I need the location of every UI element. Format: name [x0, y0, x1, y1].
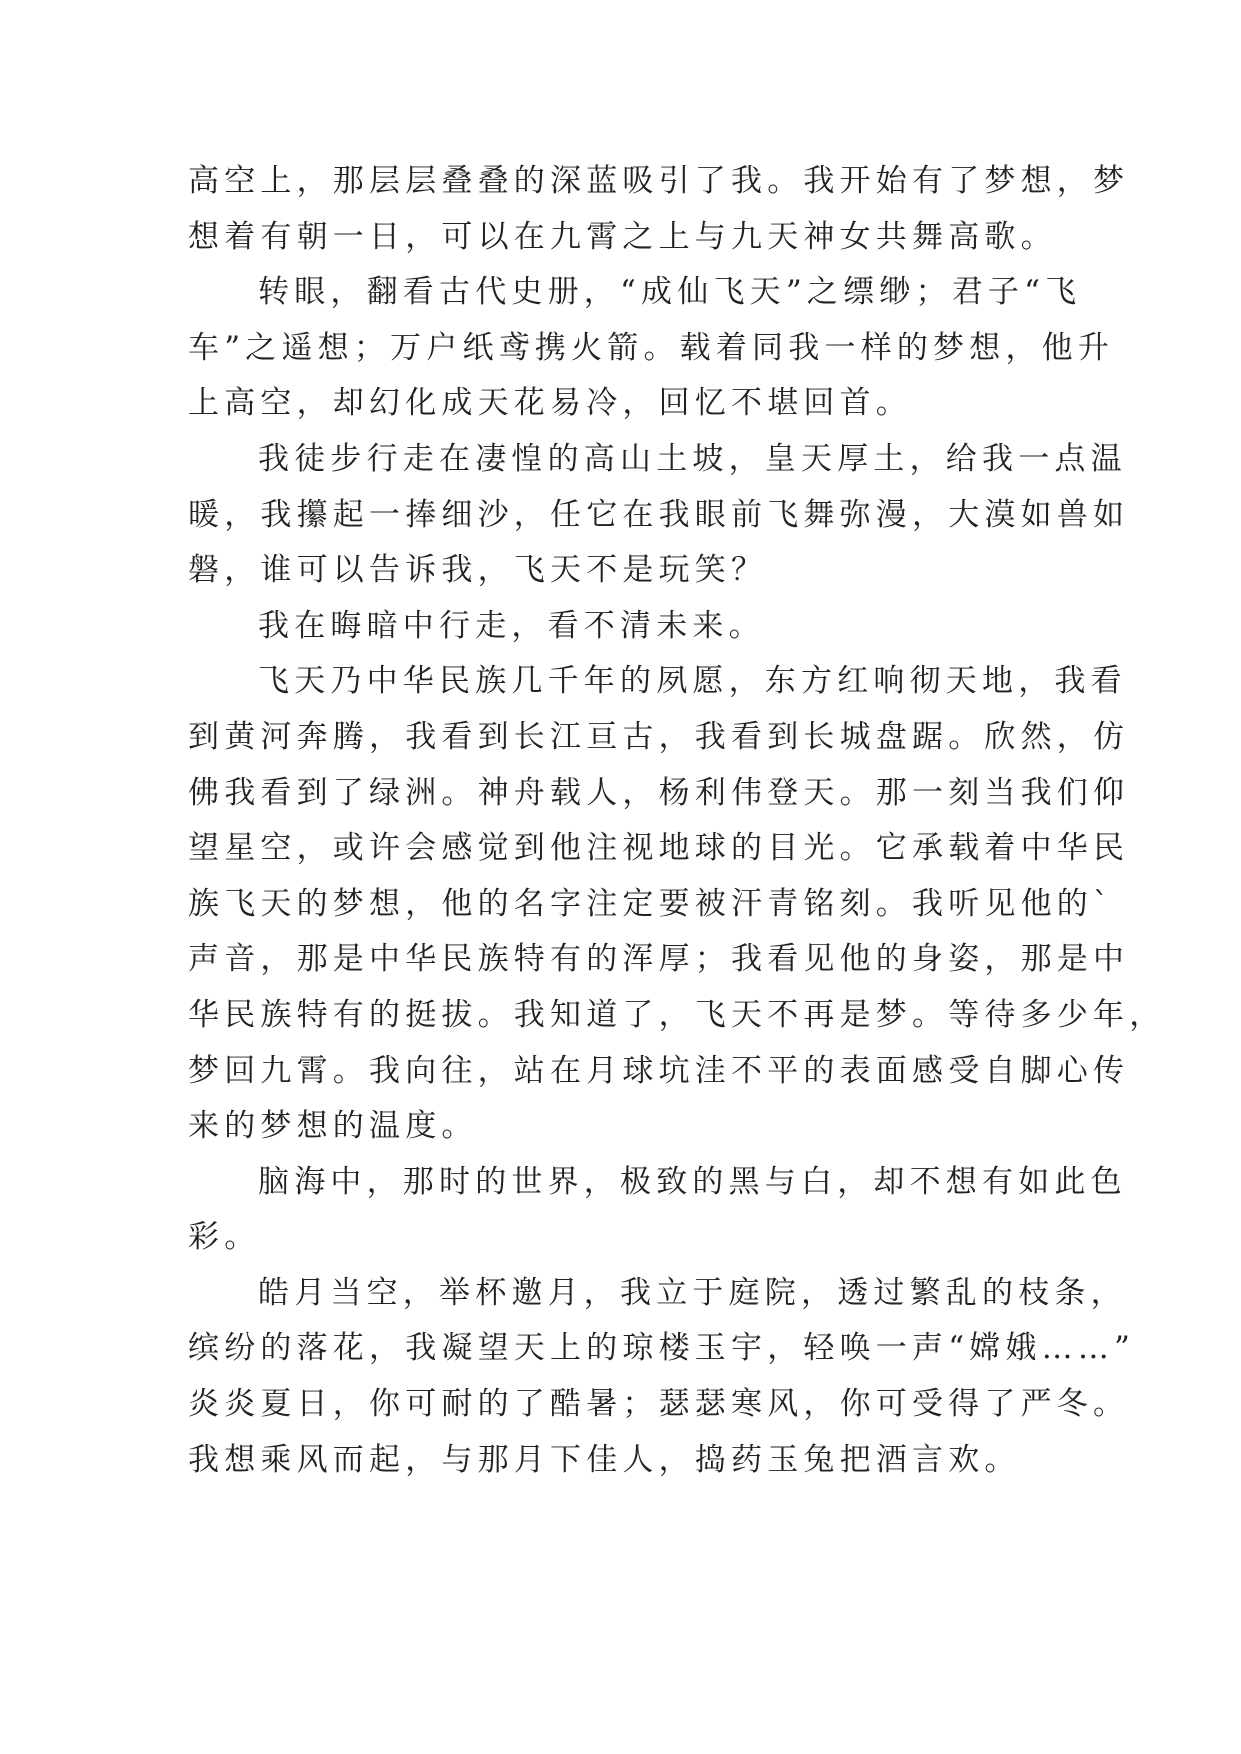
text-line: 缤纷的落花，我凝望天上的琼楼玉宇，轻唤一声“嫦娥……”: [188, 1330, 1136, 1367]
text-line: 来的梦想的温度。: [188, 1108, 478, 1145]
text-line: 皓月当空，举杯邀月，我立于庭院，透过繁乱的枝条，: [258, 1274, 1127, 1311]
text-line: 想着有朝一日，可以在九霄之上与九天神女共舞高歌。: [188, 218, 1057, 255]
text-line: 到黄河奔腾，我看到长江亘古，我看到长城盘踞。欣然，仿: [188, 718, 1130, 755]
text-line: 我在晦暗中行走，看不清未来。: [258, 607, 765, 644]
text-line: 暖，我攥起一捧细沙，任它在我眼前飞舞弥漫，大漠如兽如: [188, 496, 1130, 533]
text-line: 佛我看到了绿洲。神舟载人，杨利伟登天。那一刻当我们仰: [188, 774, 1130, 811]
text-line: 华民族特有的挺拔。我知道了，飞天不再是梦。等待多少年，: [188, 996, 1166, 1033]
text-line: 飞天乃中华民族几千年的夙愿，东方红响彻天地，我看: [258, 663, 1127, 700]
text-line: 我徒步行走在凄惶的高山土坡，皇天厚土，给我一点温: [258, 440, 1127, 477]
text-line: 转眼，翻看古代史册，“成仙飞天”之缥缈；君子“飞: [258, 274, 1082, 311]
text-line: 我想乘风而起，与那月下佳人，捣药玉兔把酒言欢。: [188, 1441, 1021, 1478]
text-line: 磐，谁可以告诉我，飞天不是玩笑？: [188, 552, 768, 589]
text-line: 望星空，或许会感觉到他注视地球的目光。它承载着中华民: [188, 830, 1130, 867]
text-line: 车”之遥想；万户纸鸢携火箭。载着同我一样的梦想，他升: [188, 329, 1115, 366]
text-line: 脑海中，那时的世界，极致的黑与白，却不想有如此色: [258, 1163, 1127, 1200]
essay-body: [188, 154, 1166, 1488]
text-line: 族飞天的梦想，他的名字注定要被汗青铭刻。我听见他的`: [188, 885, 1114, 922]
text-line: 上高空，却幻化成天花易冷，回忆不堪回首。: [188, 385, 912, 422]
text-line: 炎炎夏日，你可耐的了酷暑；瑟瑟寒风，你可受得了严冬。: [188, 1386, 1130, 1423]
text-line: 梦回九霄。我向往，站在月球坑洼不平的表面感受自脚心传: [188, 1052, 1130, 1089]
text-line: 高空上，那层层叠叠的深蓝吸引了我。我开始有了梦想，梦: [188, 163, 1130, 199]
text-line: 声音，那是中华民族特有的浑厚；我看见他的身姿，那是中: [188, 941, 1130, 978]
text-line: 彩。: [188, 1219, 261, 1256]
